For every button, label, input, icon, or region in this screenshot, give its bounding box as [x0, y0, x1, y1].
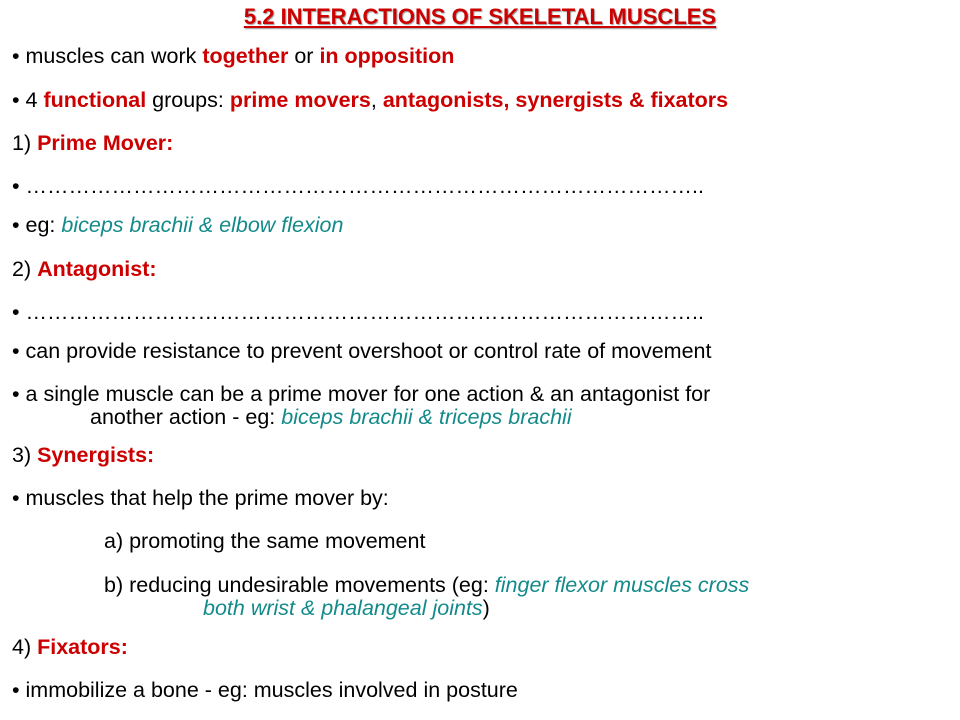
bullet-glyph: • [12, 678, 20, 702]
bullet-dots-2 [12, 300, 704, 324]
heading-label: Prime Mover: [37, 131, 174, 155]
bullet-glyph: • [12, 44, 20, 68]
example-text: both wrist & phalangeal joints [203, 596, 483, 620]
emphasis-opposition: in opposition [319, 44, 455, 68]
bullet-example-1: • eg: biceps brachii & elbow flexion [12, 213, 344, 237]
heading-antagonist: 2) Antagonist: [12, 257, 157, 281]
emphasis-together: together [202, 44, 289, 68]
heading-label: Synergists: [37, 443, 155, 467]
bullet-glyph: • [12, 382, 20, 406]
bullet-single-muscle: • a single muscle can be a prime mover for one action & an antagonist for [12, 382, 711, 406]
sub-item-b-cont: both wrist & phalangeal joints) [203, 596, 490, 620]
slide-title: 5.2 INTERACTIONS OF SKELETAL MUSCLES [243, 4, 717, 29]
bullet-help-prime-mover: • muscles that help the prime mover by: [12, 486, 389, 510]
sub-item-a: a) promoting the same movement [104, 529, 426, 553]
example-text: biceps brachii & triceps brachii [281, 405, 572, 429]
heading-label: Fixators: [37, 635, 128, 659]
bullet-glyph: • [12, 339, 20, 363]
example-text: biceps brachii & elbow flexion [61, 213, 344, 237]
sub-item-b: b) reducing undesirable movements (eg: finger flexor muscles cross [104, 573, 750, 597]
heading-prime-mover: 1) Prime Mover: [12, 131, 174, 155]
emphasis-groups: antagonists, synergists & fixators [382, 88, 729, 112]
emphasis-prime-movers: prime movers [229, 88, 371, 112]
bullet-glyph: • [12, 88, 20, 112]
emphasis-functional: functional [43, 88, 147, 112]
bullet-resistance: • can provide resistance to prevent overshoot or control rate of movement [12, 339, 712, 363]
bullet-immobilize: • immobilize a bone - eg: muscles involved in posture [12, 678, 518, 702]
bullet-glyph: • [12, 174, 20, 198]
bullet-glyph: • [12, 486, 20, 510]
bullet-work-together: • muscles can work together or in opposition [12, 44, 455, 68]
bullet-functional-groups: • 4 functional groups: prime movers, antagonists, synergists & fixators [12, 88, 729, 112]
heading-fixators: 4) Fixators: [12, 635, 128, 659]
heading-label: Antagonist: [37, 257, 157, 281]
example-text: finger flexor muscles cross [494, 573, 750, 597]
fill-in-dots: ………………………………………………………………………………….. [25, 300, 704, 324]
bullet-single-muscle-cont: another action - eg: biceps brachii & triceps brachii [90, 405, 572, 429]
bullet-glyph: • [12, 213, 20, 237]
bullet-dots-1 [12, 174, 704, 198]
heading-synergists: 3) Synergists: [12, 443, 155, 467]
bullet-glyph: • [12, 300, 20, 324]
fill-in-dots: ………………………………………………………………………………….. [25, 174, 704, 198]
